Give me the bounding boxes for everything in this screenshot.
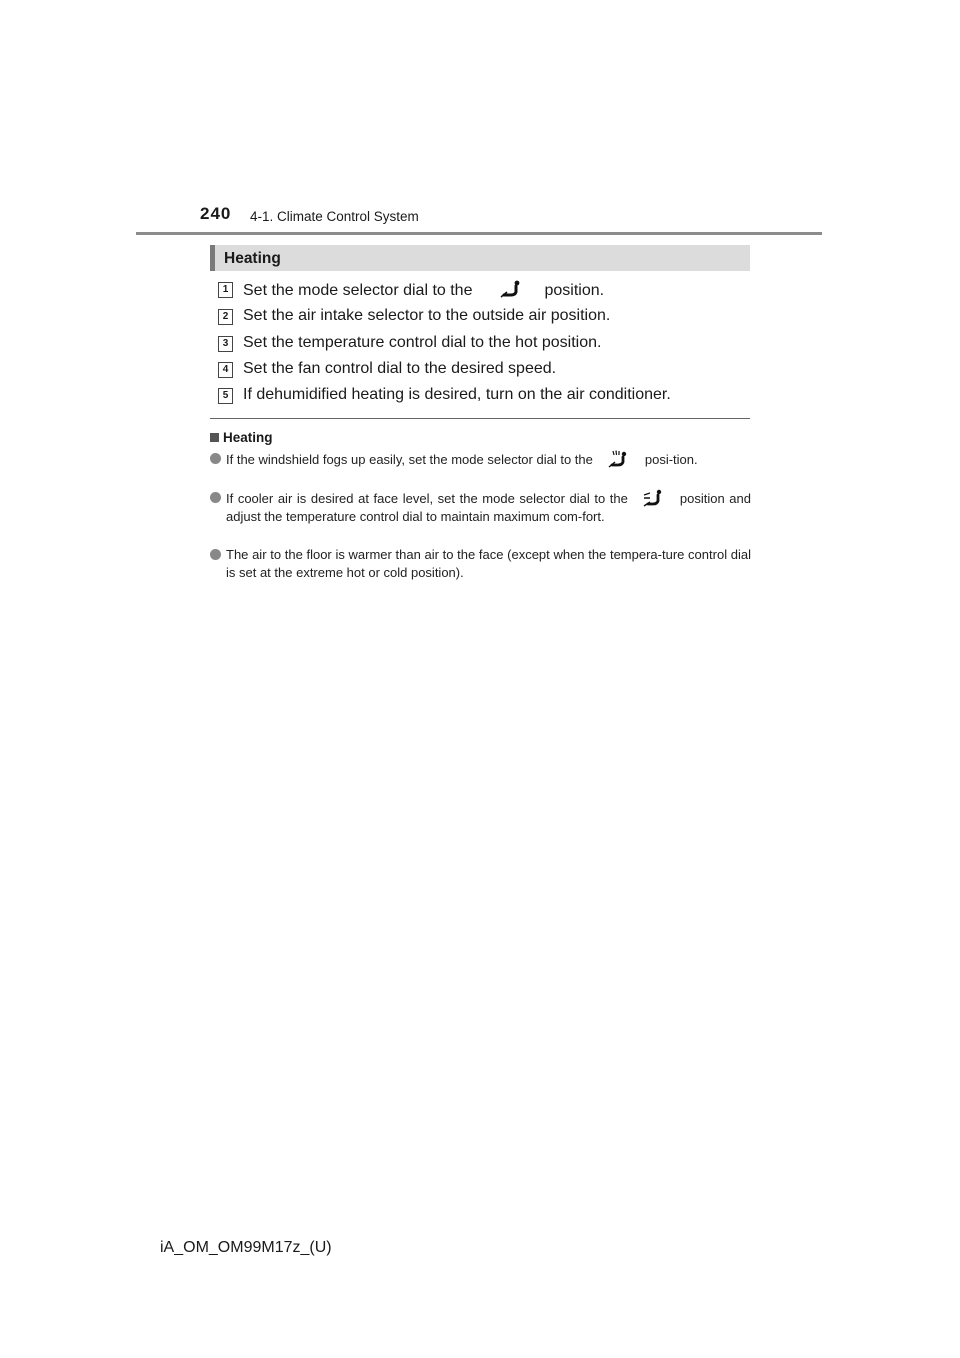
note-text-after: position and adjust the temperature control dial to maintain maximum com-fort. — [226, 491, 751, 524]
step-5 — [218, 386, 778, 406]
square-bullet-icon — [210, 433, 219, 442]
section-title: 4-1. Climate Control System — [250, 209, 419, 224]
step-2 — [218, 307, 778, 327]
page-number: 240 — [200, 204, 232, 223]
step-1 — [218, 280, 778, 300]
divider — [210, 418, 750, 419]
step-text: Set the air intake selector to the outside air position. — [243, 307, 611, 324]
step-number: 3 — [218, 336, 233, 352]
bi-level-mode-icon — [642, 489, 666, 507]
step-text: If dehumidified heating is desired, turn on the air conditioner. — [243, 386, 671, 403]
note-text: The air to the floor is warmer than air to the face (except when the tempera-ture control dial is set at the extreme hot or cold position). — [226, 547, 751, 580]
bullet-dot-icon — [210, 549, 221, 560]
footer-code: iA_OM_OM99M17z_(U) — [160, 1239, 332, 1256]
step-number: 5 — [218, 388, 233, 404]
note-text-after: posi-tion. — [644, 452, 698, 467]
step-text-after: position. — [544, 282, 605, 299]
notes-heading-text: Heating — [223, 430, 273, 445]
note-text-before: If the windshield fogs up easily, set the mode selector dial to the — [226, 452, 593, 467]
step-number: 1 — [218, 282, 233, 298]
notes-heading — [210, 430, 273, 445]
step-text — [243, 280, 604, 300]
bullet-dot-icon — [210, 492, 221, 503]
heading-bar — [210, 245, 750, 271]
step-4 — [218, 360, 778, 380]
step-number: 4 — [218, 362, 233, 378]
bullet-dot-icon — [210, 453, 221, 464]
step-text: Set the fan control dial to the desired speed. — [243, 360, 557, 377]
note-bullet-2 — [226, 489, 751, 525]
header-rule — [136, 232, 822, 235]
floor-windshield-mode-icon — [607, 450, 631, 468]
floor-mode-icon — [498, 280, 524, 298]
step-text-before: Set the mode selector dial to the — [243, 282, 473, 299]
step-number: 2 — [218, 309, 233, 325]
step-3 — [218, 334, 778, 354]
note-text-before: If cooler air is desired at face level, set the mode selector dial to the — [226, 491, 628, 506]
step-text: Set the temperature control dial to the hot position. — [243, 334, 602, 351]
note-bullet-3 — [226, 546, 751, 581]
note-bullet-1 — [226, 450, 751, 469]
heading-title: Heating — [224, 250, 281, 267]
